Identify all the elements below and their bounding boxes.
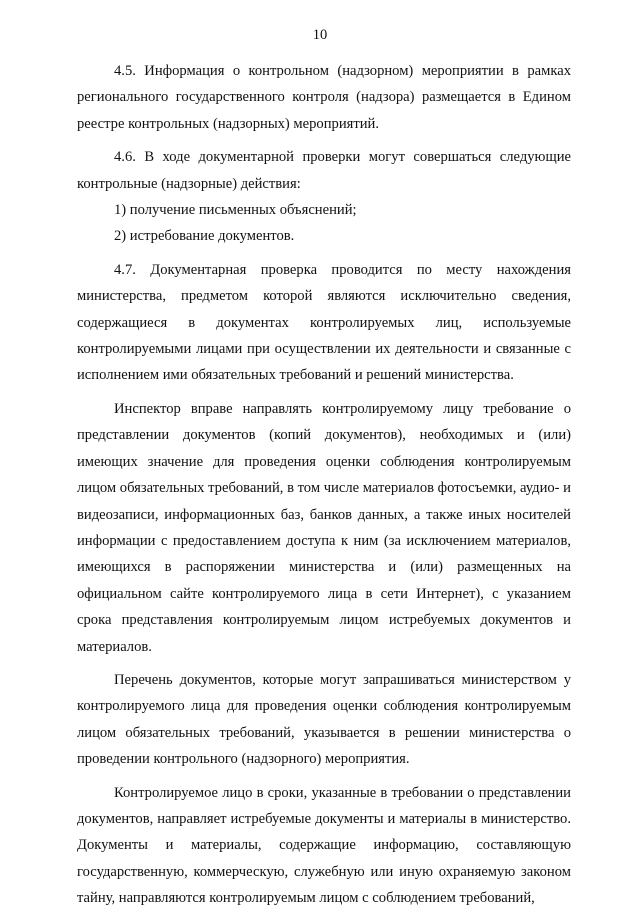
document-body	[77, 58, 571, 912]
paragraph-4-6: 4.6. В ходе документарной проверки могут совершаться следующие контрольные (надзорные) действия:	[77, 149, 571, 192]
list-item-2: 2) истребование документов.	[114, 228, 295, 245]
paragraph-controlled-person: Контролируемое лицо в сроки, указанные в требовании о представлении документов, направляет истребуемые документы и материалы в министерство. Документы и материалы, содержащие информацию, составляющую государственную, коммерческую, служебную или иную охраняемую законом тайну, направляются контролируемым лицом с соблюдением требований,	[77, 784, 571, 907]
paragraph-4-5: 4.5. Информация о контрольном (надзорном) мероприятии в рамках регионального государственного контроля (надзора) размещается в Едином реестре контрольных (надзорных) мероприятий.	[77, 63, 571, 132]
paragraph-document-list: Перечень документов, которые могут запрашиваться министерством у контролируемого лица для проведения оценки соблюдения контролируемым лицом обязательных требований, указывается в решении министерства о проведении контрольного (надзорного) мероприятия.	[77, 671, 571, 768]
paragraph-4-7: 4.7. Документарная проверка проводится по месту нахождения министерства, предметом которой являются исключительно сведения, содержащиеся в документах контролируемых лиц, используемые контролируемыми лицами при осуществлении их деятельности и связанные с исполнением ими обязательных требований и решений министерства.	[77, 261, 571, 384]
paragraph-inspector: Инспектор вправе направлять контролируемому лицу требование о представлении документов (копий документов), необходимых и (или) имеющих значение для проведения оценки соблюдения контролируемым лицом обязательных требований, в том числе материалов фотосъемки, аудио- и видеозаписи, информационных баз, банков данных, а также иных носителей информации с предоставлением доступа к ним (за исключением материалов, имеющихся в распоряжении министерства и (или) размещенных на официальном сайте контролируемого лица в сети Интернет), с указанием срока представления контролируемым лицом истребуемых документов и материалов.	[77, 400, 571, 655]
list-item-1: 1) получение письменных объяснений;	[114, 202, 357, 219]
page-number: 10	[312, 27, 328, 43]
